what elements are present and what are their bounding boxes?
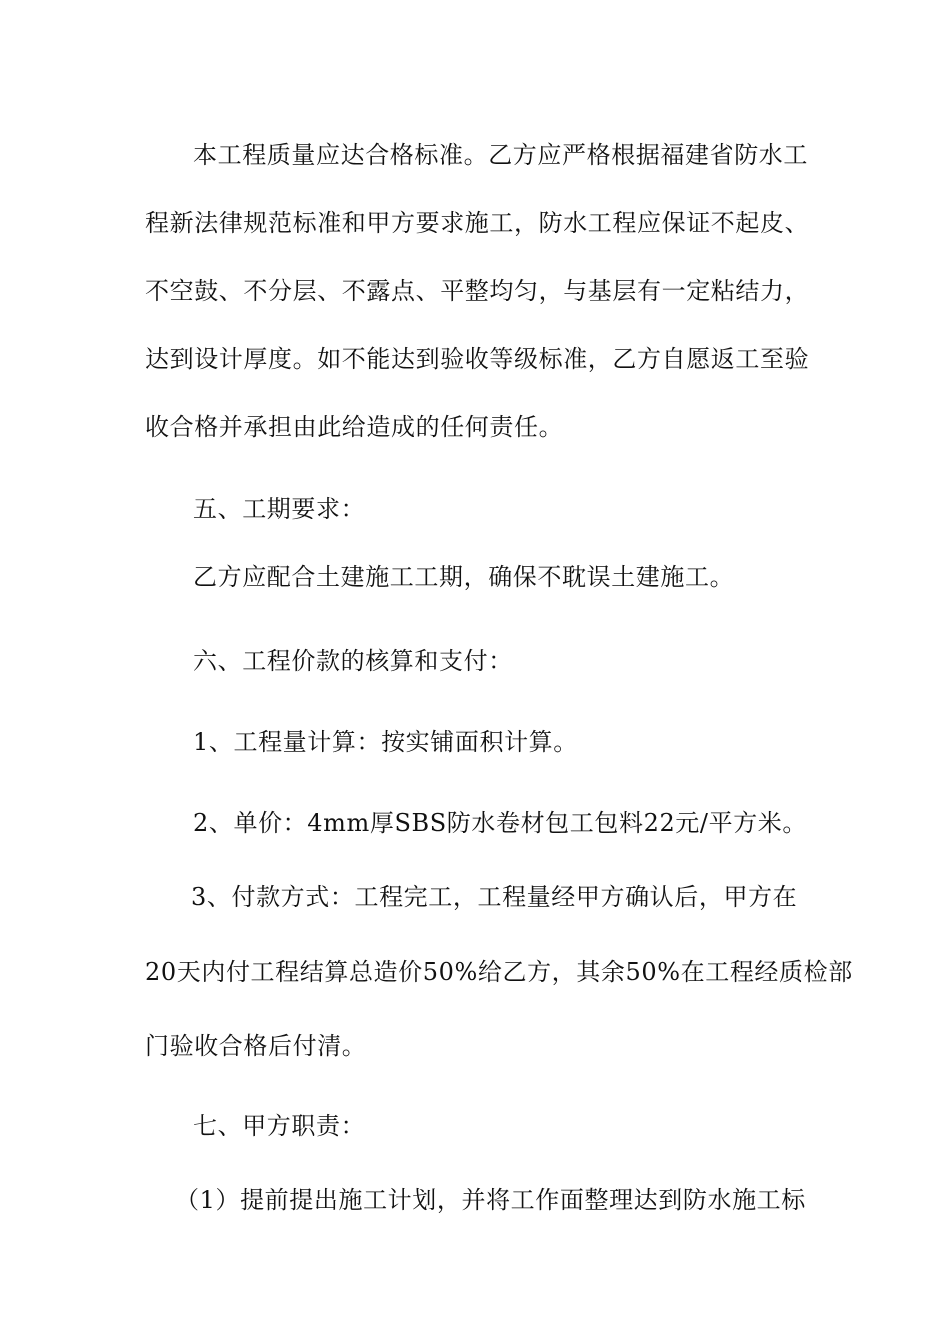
payment-item-3-line-1: 3、付款方式：工程完工，工程量经甲方确认后，甲方在 xyxy=(191,883,798,911)
section-heading-payment: 六、工程价款的核算和支付： xyxy=(193,647,513,675)
payment-item-1: 1、工程量计算：按实铺面积计算。 xyxy=(193,728,578,756)
payment-item-3-line-2: 20天内付工程结算总造价50%给乙方，其余50%在工程经质检部 xyxy=(145,958,853,986)
section-heading-party-a: 七、甲方职责： xyxy=(193,1112,366,1140)
paragraph-quality-line-3: 不空鼓、不分层、不露点、平整均匀，与基层有一定粘结力， xyxy=(145,277,810,305)
payment-item-3-line-3: 门验收合格后付清。 xyxy=(145,1032,367,1060)
paragraph-quality-line-5: 收合格并承担由此给造成的任何责任。 xyxy=(145,413,564,441)
party-a-item-1: （1）提前提出施工计划，并将工作面整理达到防水施工标 xyxy=(175,1186,806,1214)
payment-item-2: 2、单价：4mm厚SBS防水卷材包工包料22元/平方米。 xyxy=(193,809,807,837)
section-heading-schedule: 五、工期要求： xyxy=(193,495,366,523)
paragraph-quality-line-1: 本工程质量应达合格标准。乙方应严格根据福建省防水工 xyxy=(193,141,808,169)
paragraph-schedule: 乙方应配合土建施工工期，确保不耽误土建施工。 xyxy=(193,563,735,591)
paragraph-quality-line-4: 达到设计厚度。如不能达到验收等级标准，乙方自愿返工至验 xyxy=(145,345,810,373)
paragraph-quality-line-2: 程新法律规范标准和甲方要求施工，防水工程应保证不起皮、 xyxy=(145,209,810,237)
